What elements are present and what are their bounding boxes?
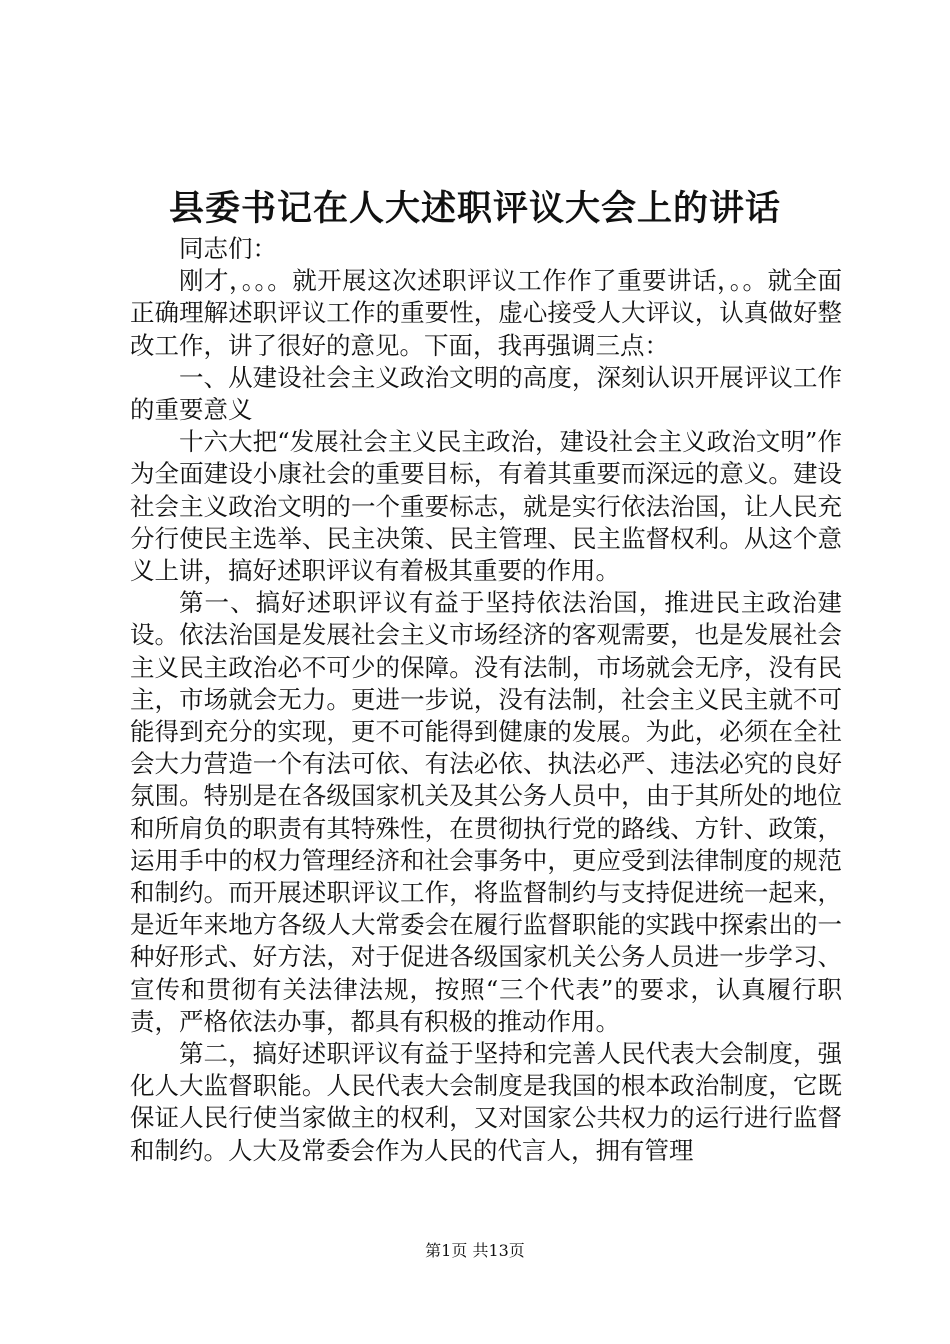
paragraph: 十六大把“发展社会主义民主政治，建设社会主义政治文明”作为全面建设小康社会的重要目标，有着其重要而深远的意义。建设社会主义政治文明的一个重要标志，就是实行依法治国，让人民充分行使民主选举、民主决策、民主管理、民主监督权利。从这个意义上讲，搞好述职评议有着极其重要的作用。 xyxy=(130,427,842,586)
paragraph: 第二，搞好述职评议有益于坚持和完善人民代表大会制度，强化人大监督职能。人民代表大会制度是我国的根本政治制度，它既保证人民行使当家做主的权利，又对国家公共权力的运行进行监督和制约。人大及常委会作为人民的代言人，拥有管理 xyxy=(130,1039,842,1165)
section-heading: 一、从建设社会主义政治文明的高度，深刻认识开展评议工作的重要意义 xyxy=(130,362,842,425)
paragraph: 刚才，。。。就开展这次述职评议工作作了重要讲话，。。就全面正确理解述职评议工作的重要性，虚心接受人大评议，认真做好整改工作，讲了很好的意见。下面，我再强调三点： xyxy=(130,266,842,360)
paragraph-salutation: 同志们： xyxy=(179,234,277,263)
document-title: 县委书记在人大述职评议大会上的讲话 xyxy=(168,188,781,229)
page-footer: 第1页 共13页 xyxy=(425,1241,525,1260)
paragraph: 第一、搞好述职评议有益于坚持依法治国，推进民主政治建设。依法治国是发展社会主义市场经济的客观需要，也是发展社会主义民主政治必不可少的保障。没有法制，市场就会无序，没有民主，市场就会无力。更进一步说，没有法制，社会主义民主就不可能得到充分的实现，更不可能得到健康的发展。为此，必须在全社会大力营造一个有法可依、有法必依、执法必严、违法必究的良好氛围。特别是在各级国家机关及其公务人员中，由于其所处的地位和所肩负的职责有其特殊性，在贯彻执行党的路线、方针、政策，运用手中的权力管理经济和社会事务中，更应受到法律制度的规范和制约。而开展述职评议工作，将监督制约与支持促进统一起来，是近年来地方各级人大常委会在履行监督职能的实践中探索出的一种好形式、好方法，对于促进各级国家机关公务人员进一步学习、宣传和贯彻有关法律法规，按照“三个代表”的要求，认真履行职责，严格依法办事，都具有积极的推动作用。 xyxy=(130,588,842,1036)
document-body xyxy=(130,233,842,1167)
